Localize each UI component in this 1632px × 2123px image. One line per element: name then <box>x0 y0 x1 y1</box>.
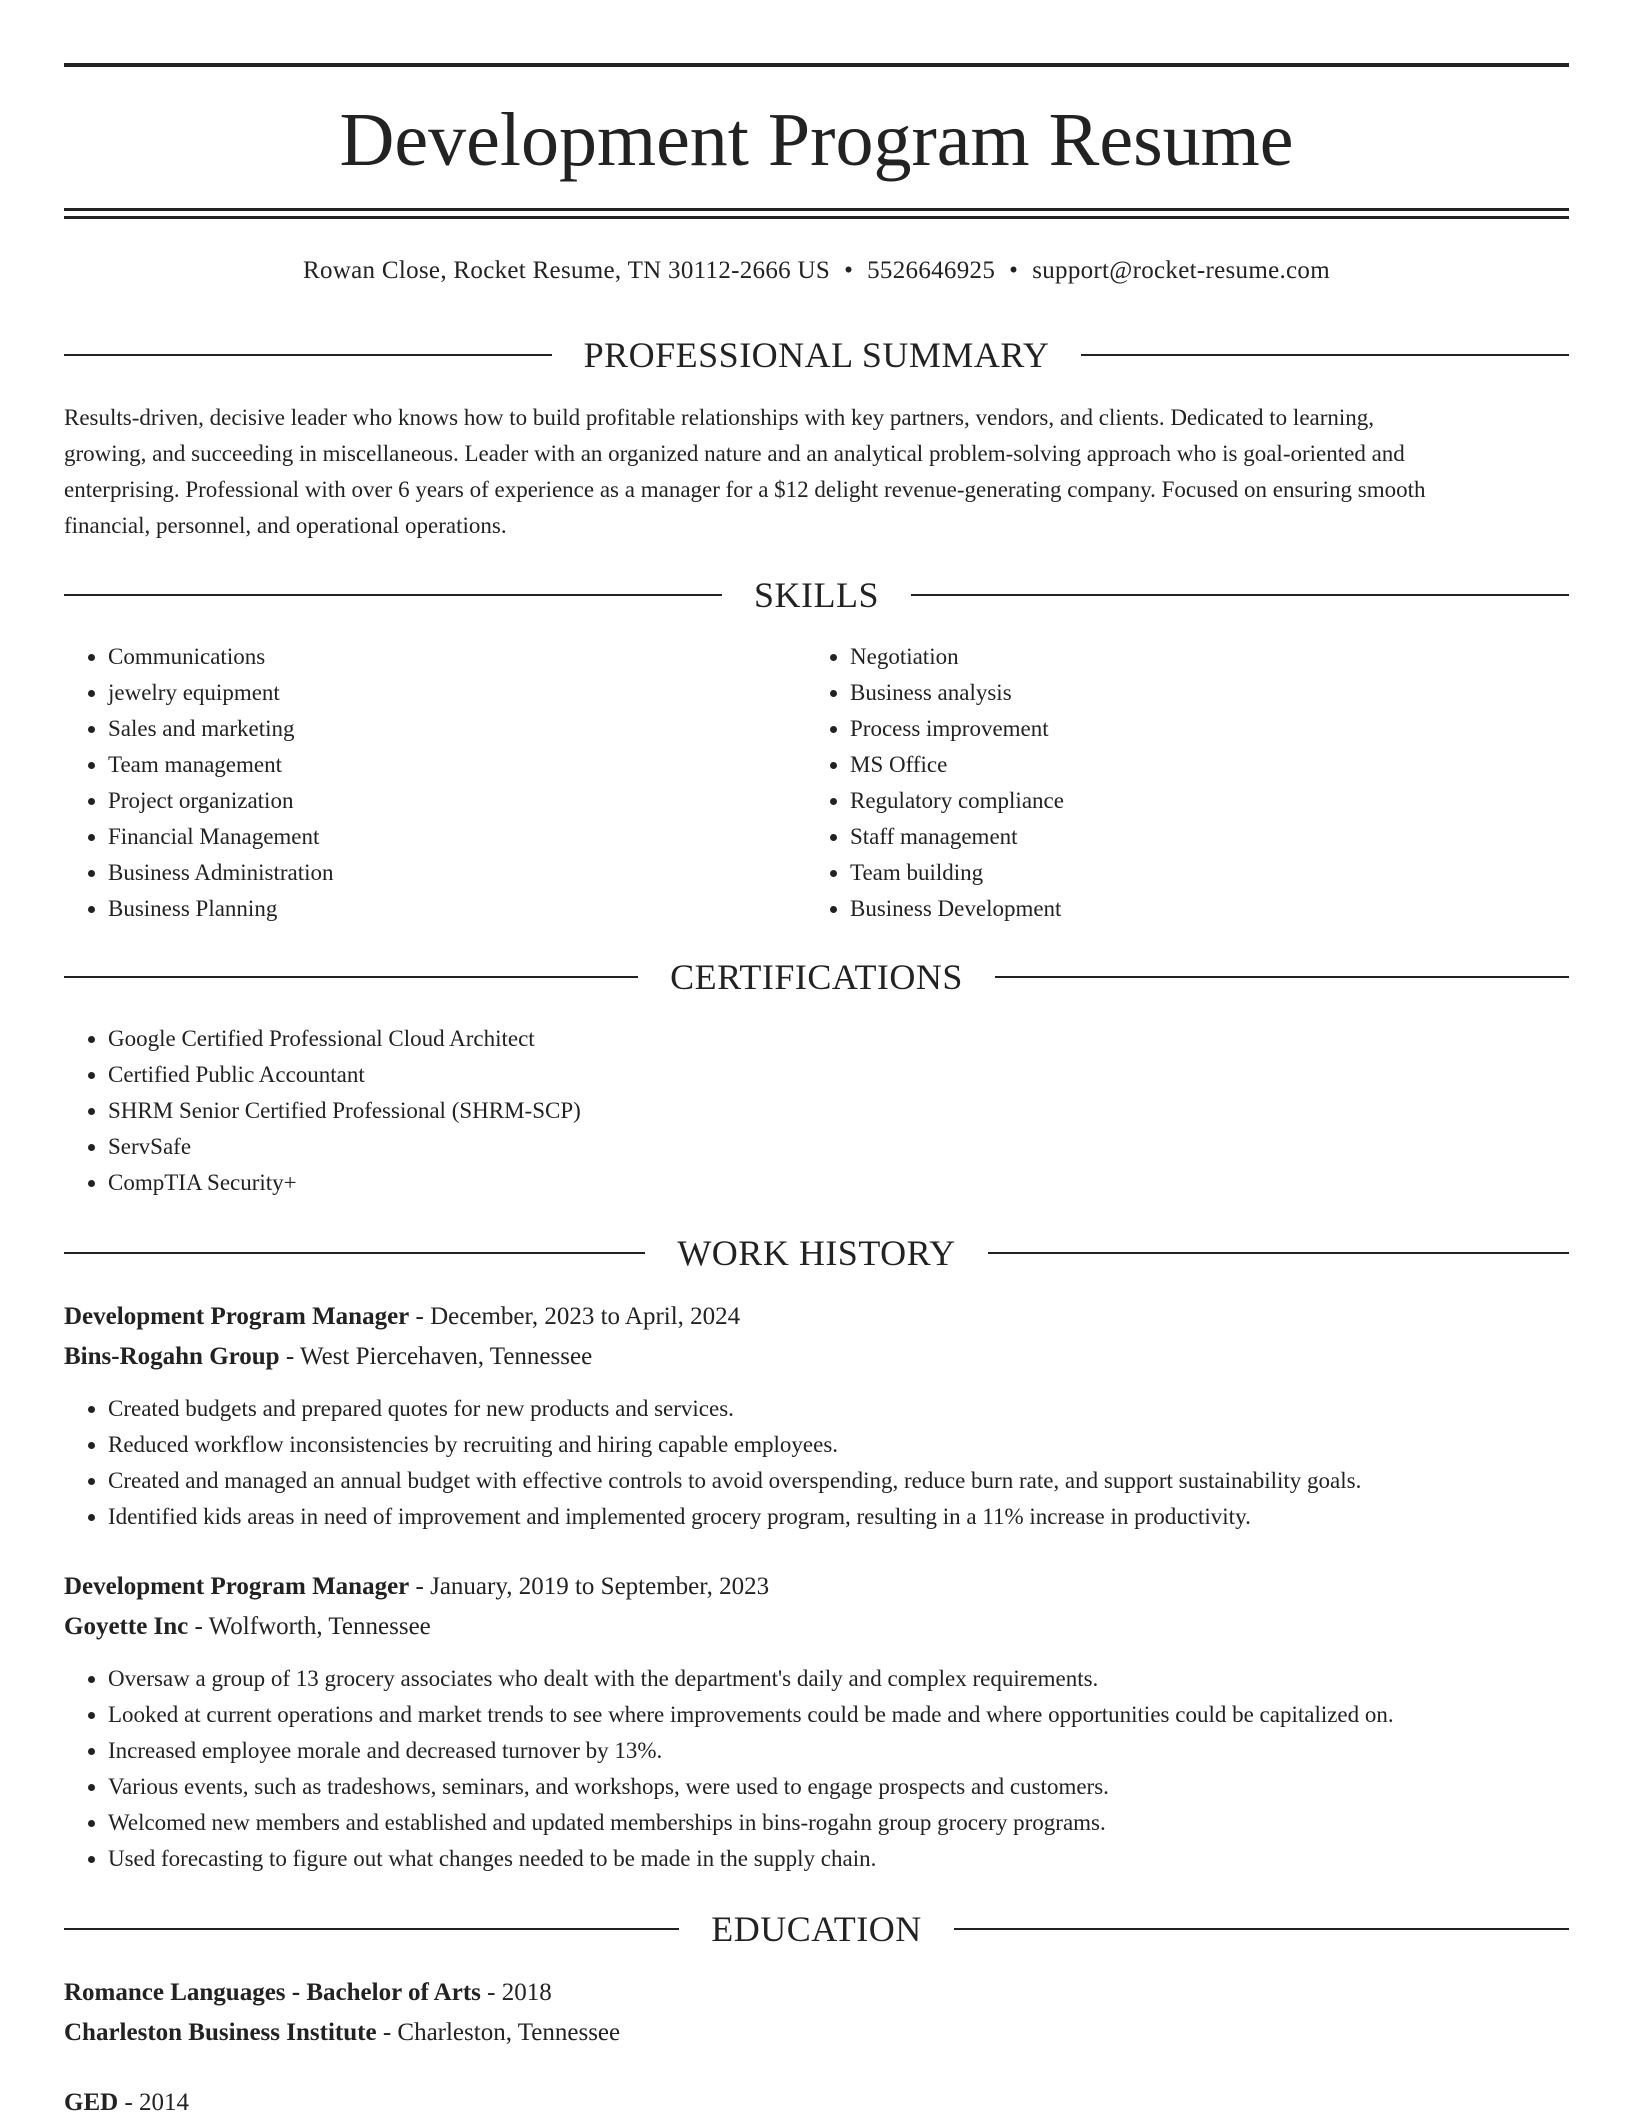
skill-item: • Business Planning <box>108 891 334 927</box>
job-company-line <box>64 1607 1569 1647</box>
section-rule <box>64 1252 645 1254</box>
job-bullet: • Identified kids areas in need of improvement and implemented grocery program, resulting in a 11% increase in productivity. <box>108 1499 1361 1535</box>
section-rule <box>64 1928 679 1930</box>
job-bullets <box>64 1661 1394 1877</box>
section-title: WORK HISTORY <box>677 1233 956 1273</box>
certification-item: • Certified Public Accountant <box>108 1057 581 1093</box>
job-company: Goyette Inc <box>64 1613 189 1640</box>
section-header-certifications <box>64 955 1569 999</box>
skills-list-right <box>806 639 1064 927</box>
summary-line: financial, personnel, and operational operations. <box>64 513 507 538</box>
job-bullet: • Various events, such as tradeshows, seminars, and workshops, were used to engage prospects and customers. <box>108 1769 1394 1805</box>
skill-item: • Business analysis <box>850 675 1064 711</box>
dash: - <box>124 2089 133 2116</box>
top-rule <box>64 63 1569 67</box>
education-degree-line <box>64 1973 1569 2013</box>
job-dates: December, 2023 to April, 2024 <box>430 1303 741 1330</box>
job-company-line <box>64 1337 1569 1377</box>
section-rule <box>911 594 1569 596</box>
job-location: Wolfworth, Tennessee <box>208 1613 431 1640</box>
job-location: West Piercehaven, Tennessee <box>299 1343 593 1370</box>
dash: - <box>415 1303 424 1330</box>
section-rule <box>1081 354 1569 356</box>
section-title: PROFESSIONAL SUMMARY <box>583 335 1050 375</box>
education-location: Charleston, Tennessee <box>397 2019 621 2046</box>
skill-item: • Team management <box>108 747 334 783</box>
skill-item: • Business Administration <box>108 855 334 891</box>
job-bullet: • Oversaw a group of 13 grocery associates who dealt with the department's daily and complex requirements. <box>108 1661 1394 1697</box>
education-degree: Romance Languages - Bachelor of Arts <box>64 1979 481 2006</box>
dash: - <box>415 1573 424 1600</box>
certification-item: • Google Certified Professional Cloud Architect <box>108 1021 581 1057</box>
page-title: Development Program Resume <box>339 98 1294 182</box>
job-bullet: • Welcomed new members and established and updated memberships in bins-rogahn group grocery programs. <box>108 1805 1394 1841</box>
contact-address: Rowan Close, Rocket Resume, TN 30112-2666 US <box>303 257 831 284</box>
dash: - <box>382 2019 392 2046</box>
job-bullet: • Reduced workflow inconsistencies by recruiting and hiring capable employees. <box>108 1427 1361 1463</box>
section-title: CERTIFICATIONS <box>670 957 963 997</box>
job-company: Bins-Rogahn Group <box>64 1343 280 1370</box>
skills-list-left <box>64 639 334 927</box>
job-title: Development Program Manager <box>64 1303 410 1330</box>
title-double-rule-upper <box>64 208 1569 211</box>
contact-line <box>64 254 1569 288</box>
contact-email: support@rocket-resume.com <box>1032 257 1330 284</box>
job-dates: January, 2019 to September, 2023 <box>430 1573 770 1600</box>
skill-item: • Process improvement <box>850 711 1064 747</box>
job-bullet: • Looked at current operations and market trends to see where improvements could be made and where opportunities could be capitalized on. <box>108 1697 1394 1733</box>
education-school: Charleston Business Institute <box>64 2019 377 2046</box>
section-rule <box>64 976 638 978</box>
section-header-work-history <box>64 1231 1569 1275</box>
education-degree: GED <box>64 2089 119 2116</box>
job-bullet: • Increased employee morale and decreased turnover by 13%. <box>108 1733 1394 1769</box>
job-bullet: • Created budgets and prepared quotes for new products and services. <box>108 1391 1361 1427</box>
skill-item: • Business Development <box>850 891 1064 927</box>
job-title-line <box>64 1567 1569 1607</box>
skill-item: • Negotiation <box>850 639 1064 675</box>
skill-item: • Financial Management <box>108 819 334 855</box>
section-header-skills <box>64 573 1569 617</box>
summary-line: Results-driven, decisive leader who knows how to build profitable relationships with key partners, vendors, and clients. Dedicated to learning, <box>64 405 1375 430</box>
section-title: SKILLS <box>754 575 880 615</box>
contact-phone: 5526646925 <box>867 257 996 284</box>
dash: - <box>487 1979 496 2006</box>
summary-paragraph <box>64 400 1569 544</box>
section-title: EDUCATION <box>711 1909 922 1949</box>
skill-item: • Staff management <box>850 819 1064 855</box>
section-header-education <box>64 1907 1569 1951</box>
section-rule <box>995 976 1569 978</box>
job-bullet: • Used forecasting to figure out what changes needed to be made in the supply chain. <box>108 1841 1394 1877</box>
education-year: 2014 <box>139 2089 190 2116</box>
certification-item: • SHRM Senior Certified Professional (SHRM-SCP) <box>108 1093 581 1129</box>
skill-item: • jewelry equipment <box>108 675 334 711</box>
certifications-list <box>64 1021 581 1201</box>
skill-item: • Team building <box>850 855 1064 891</box>
contact-separator: • <box>1009 257 1019 284</box>
dash: - <box>285 1343 295 1370</box>
job-bullet: • Created and managed an annual budget with effective controls to avoid overspending, reduce burn rate, and support sustainability goals. <box>108 1463 1361 1499</box>
education-year: 2018 <box>501 1979 552 2006</box>
section-rule <box>988 1252 1569 1254</box>
contact-separator: • <box>844 257 854 284</box>
certification-item: • CompTIA Security+ <box>108 1165 581 1201</box>
job-bullets <box>64 1391 1361 1535</box>
title-double-rule-lower <box>64 216 1569 219</box>
section-rule <box>954 1928 1569 1930</box>
dash: - <box>194 1613 203 1640</box>
certification-item: • ServSafe <box>108 1129 581 1165</box>
education-degree-line <box>64 2083 1569 2123</box>
summary-line: enterprising. Professional with over 6 years of experience as a manager for a $12 delight revenue-generating company. Focused on ensuring smooth <box>64 477 1426 502</box>
skill-item: • Sales and marketing <box>108 711 334 747</box>
skill-item: • Communications <box>108 639 334 675</box>
skill-item: • MS Office <box>850 747 1064 783</box>
section-rule <box>64 594 722 596</box>
section-rule <box>64 354 552 356</box>
education-school-line <box>64 2013 1569 2053</box>
job-title-line <box>64 1297 1569 1337</box>
skill-item: • Project organization <box>108 783 334 819</box>
section-header-summary <box>64 333 1569 377</box>
summary-line: growing, and succeeding in miscellaneous. Leader with an organized nature and an analytical problem-solving approach who is goal-oriented and <box>64 441 1405 466</box>
job-title: Development Program Manager <box>64 1573 410 1600</box>
skill-item: • Regulatory compliance <box>850 783 1064 819</box>
